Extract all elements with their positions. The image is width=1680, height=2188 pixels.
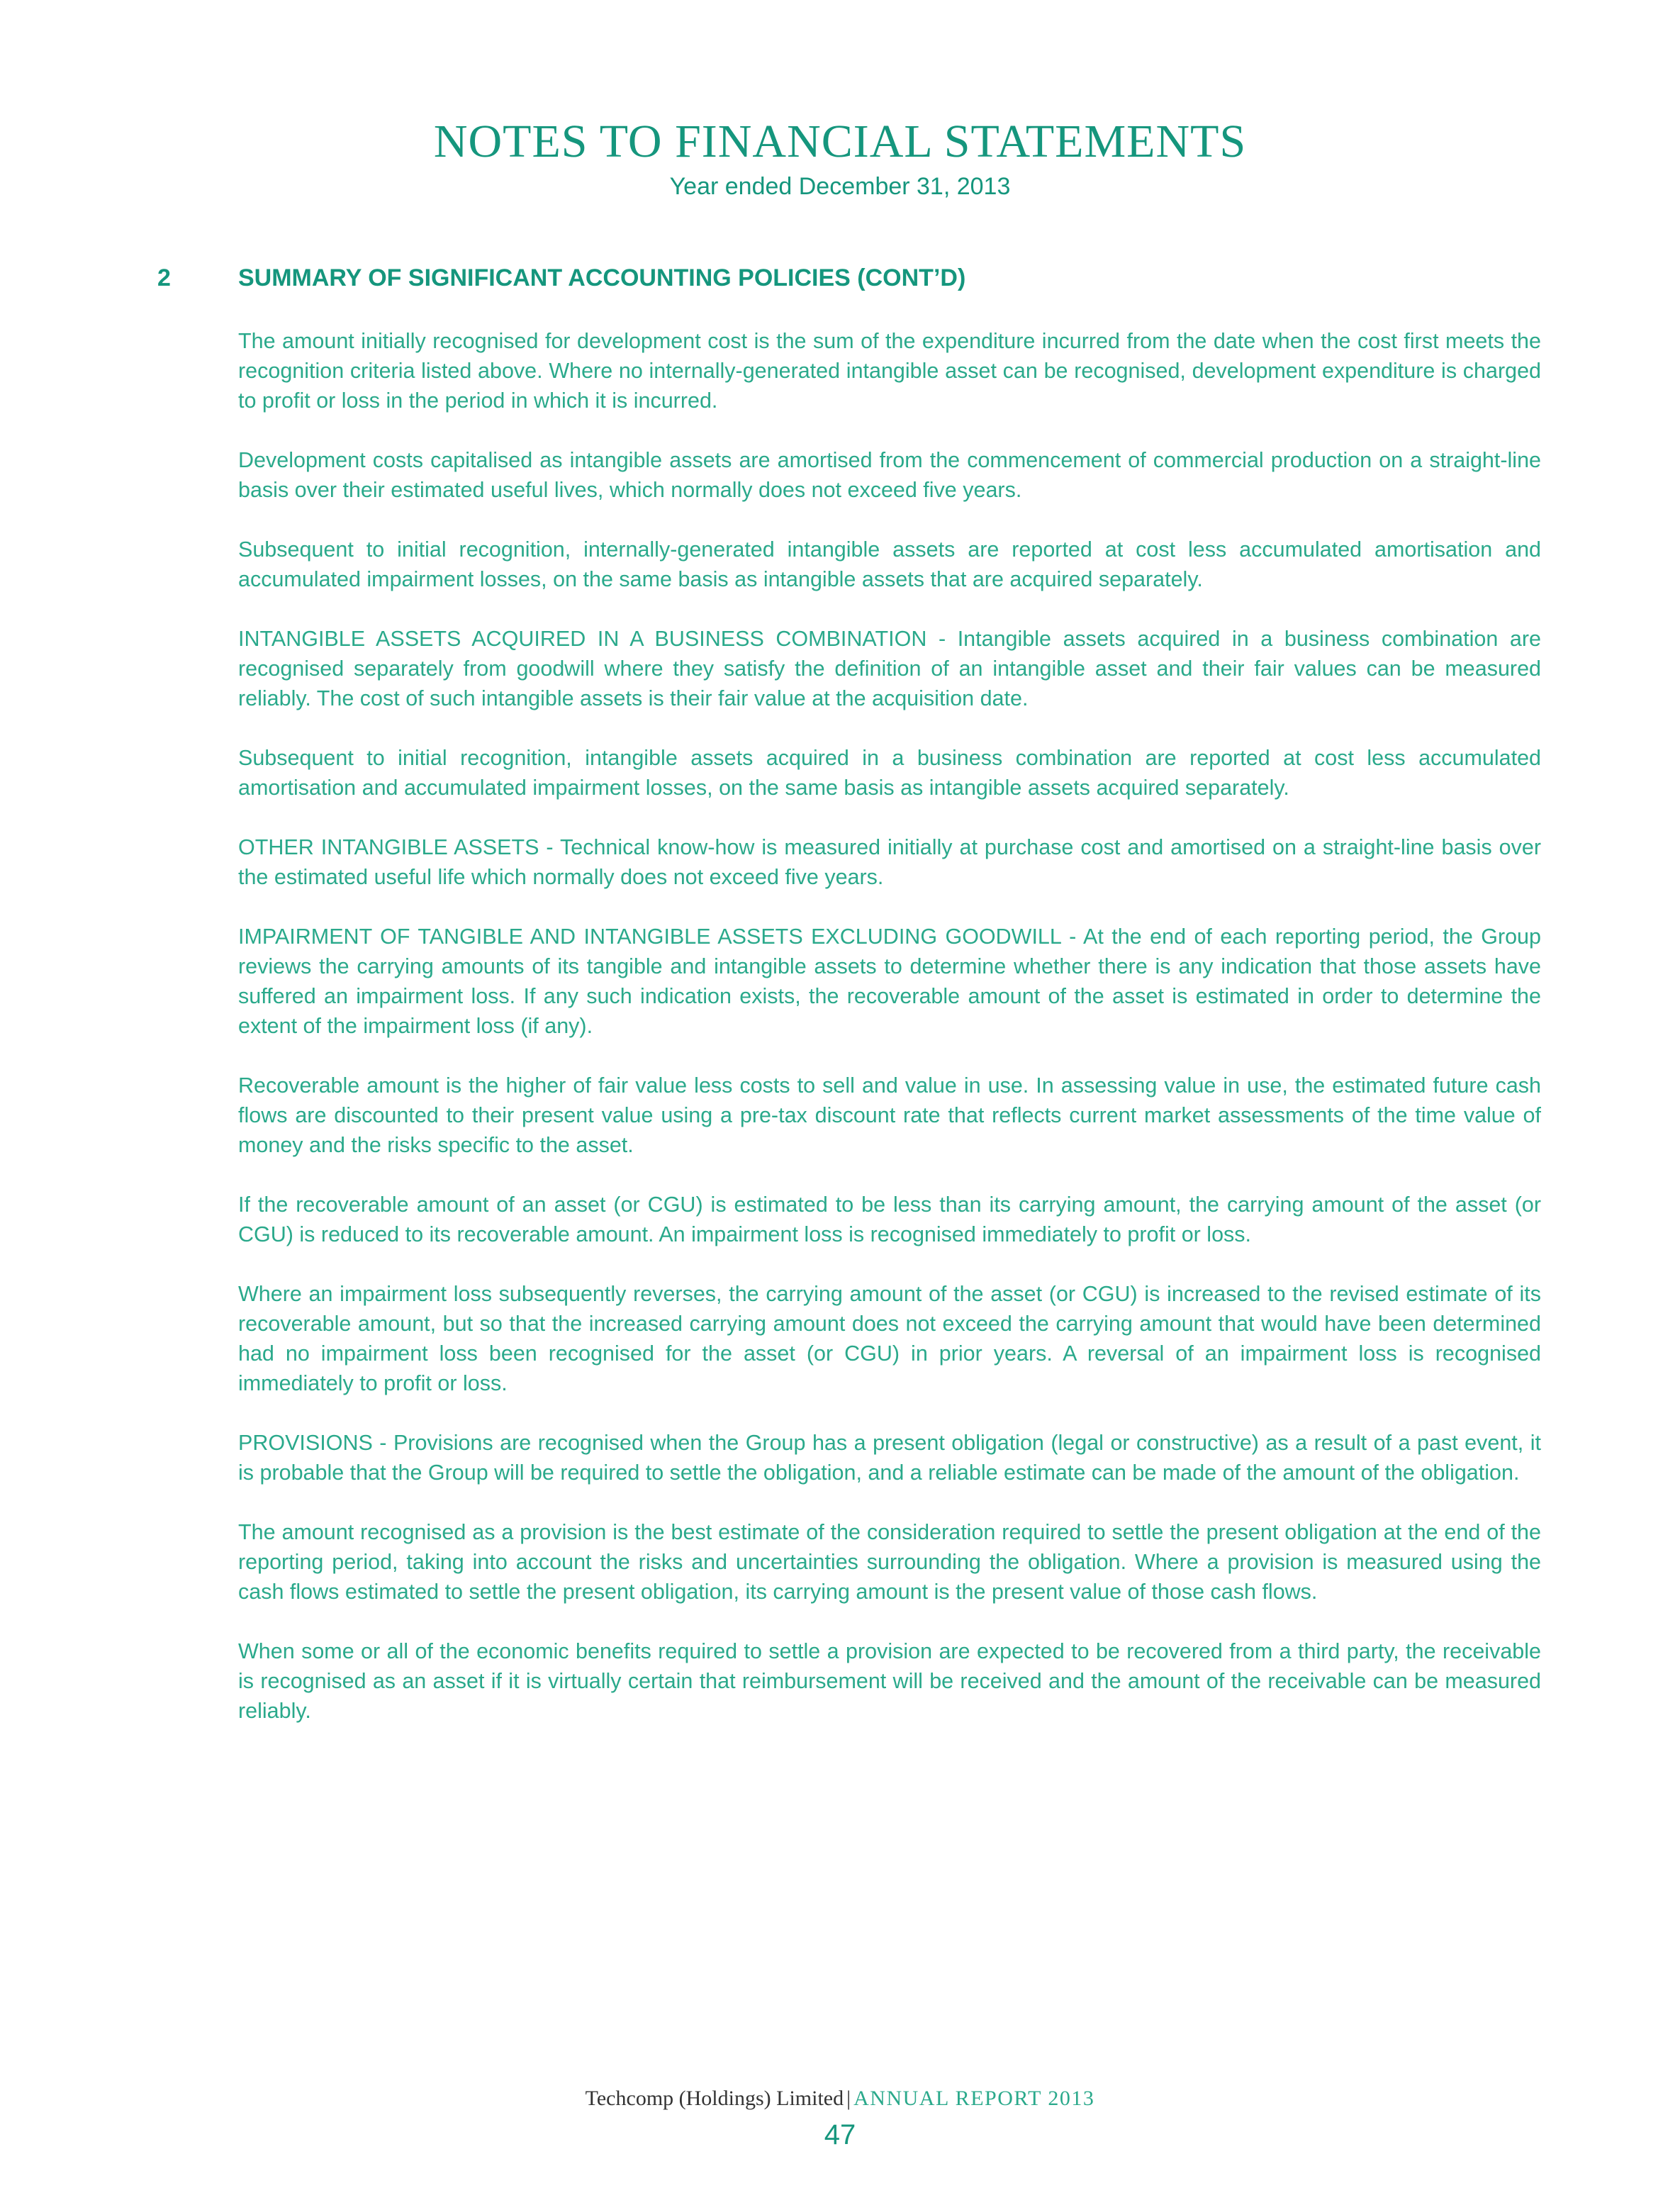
footer-report: ANNUAL REPORT 2013 [853,2087,1095,2110]
paragraph-provisions: PROVISIONS - Provisions are recognised when the Group has a present obligation (legal or constructive) as a result of a past event, it is probable that the Group will be required to settle the obligation, and a reliable estimate can be made of the amount of the obligation. [238,1431,1541,1485]
paragraph-recoverable-amount: Recoverable amount is the higher of fair value less costs to sell and value in use. In assessing value in use, the estimated future cash flows are discounted to their present value using a pre-tax discount rate that reflects current market assessments of the time value of money and the risks specific to the asset. [238,1073,1541,1157]
paragraph-development-cost: The amount initially recognised for development cost is the sum of the expenditure incurred from the date when the cost first meets the recognition criteria listed above. Where no internally-generated intangible asset can be recognised, development expenditure is charged to profit or loss in the period in which it is incurred. [238,329,1541,413]
body-text [238,326,1541,1756]
paragraph-business-combination-subsequent: Subsequent to initial recognition, intangible assets acquired in a business combination are reported at cost less accumulated amortisation and accumulated impairment losses, on the same basis as intangible assets acquired separately. [238,746,1541,800]
paragraph-other-intangible: OTHER INTANGIBLE ASSETS - Technical know-how is measured initially at purchase cost and amortised on a straight-line basis over the estimated useful life which normally does not exceed five years. [238,835,1541,889]
page-header [0,113,1680,201]
paragraph-impairment: IMPAIRMENT OF TANGIBLE AND INTANGIBLE ASSETS EXCLUDING GOODWILL - At the end of each reporting period, the Group reviews the carrying amounts of its tangible and intangible assets to determine whether there is any indication that those assets have suffered an impairment loss. If any such indication exists, the recoverable amount of the asset is estimated in order to determine the extent of the impairment loss (if any). [238,925,1541,1038]
paragraph-internally-generated: Subsequent to initial recognition, internally-generated intangible assets are reported at cost less accumulated amortisation and accumulated impairment losses, on the same basis as intangible assets that are acquired separately. [238,537,1541,591]
paragraph-business-combination: INTANGIBLE ASSETS ACQUIRED IN A BUSINESS COMBINATION - Intangible assets acquired in a business combination are recognised separately from goodwill where they satisfy the definition of an intangible asset and their fair values can be measured reliably. The cost of such intangible assets is their fair value at the acquisition date. [238,627,1541,710]
paragraph-impairment-loss: If the recoverable amount of an asset (or CGU) is estimated to be less than its carrying amount, the carrying amount of the asset (or CGU) is reduced to its recoverable amount. An impairment loss is recognised immediately to profit or loss. [238,1193,1541,1246]
section-number: 2 [157,264,171,291]
paragraph-provision-amount: The amount recognised as a provision is the best estimate of the consideration required to settle the present obligation at the end of the reporting period, taking into account the risks and uncertainties surrounding the obligation. Where a provision is measured using the cash flows estimated to settle the present obligation, its carrying amount is the present value of those cash flows. [238,1520,1541,1604]
footer-separator: | [846,2087,851,2110]
paragraph-provision-recovery: When some or all of the economic benefits required to settle a provision are expected to be recovered from a third party, the receivable is recognised as an asset if it is virtually certain that reimbursement will be received and the amount of the receivable can be measured reliably. [238,1639,1541,1723]
page-subtitle: Year ended December 31, 2013 [669,173,1011,200]
page-number: 47 [824,2119,856,2150]
paragraph-development-amortisation: Development costs capitalised as intangible assets are amortised from the commencement of commercial production on a straight-line basis over their estimated useful lives, which normally does not exceed five years. [238,448,1541,502]
page-title: NOTES TO FINANCIAL STATEMENTS [433,116,1247,167]
section-heading [157,264,1547,292]
page-footer [0,2084,1680,2153]
footer-company: Techcomp (Holdings) Limited [585,2087,844,2110]
paragraph-impairment-reversal: Where an impairment loss subsequently reverses, the carrying amount of the asset (or CGU) is increased to the revised estimate of its recoverable amount, but so that the increased carrying amount does not exceed the carrying amount that would have been determined had no impairment loss been recognised for the asset (or CGU) in prior years. A reversal of an impairment loss is recognised immediately to profit or loss. [238,1282,1541,1395]
section-title: SUMMARY OF SIGNIFICANT ACCOUNTING POLICIES (CONT’D) [238,264,966,291]
footer-line [0,2084,1680,2113]
